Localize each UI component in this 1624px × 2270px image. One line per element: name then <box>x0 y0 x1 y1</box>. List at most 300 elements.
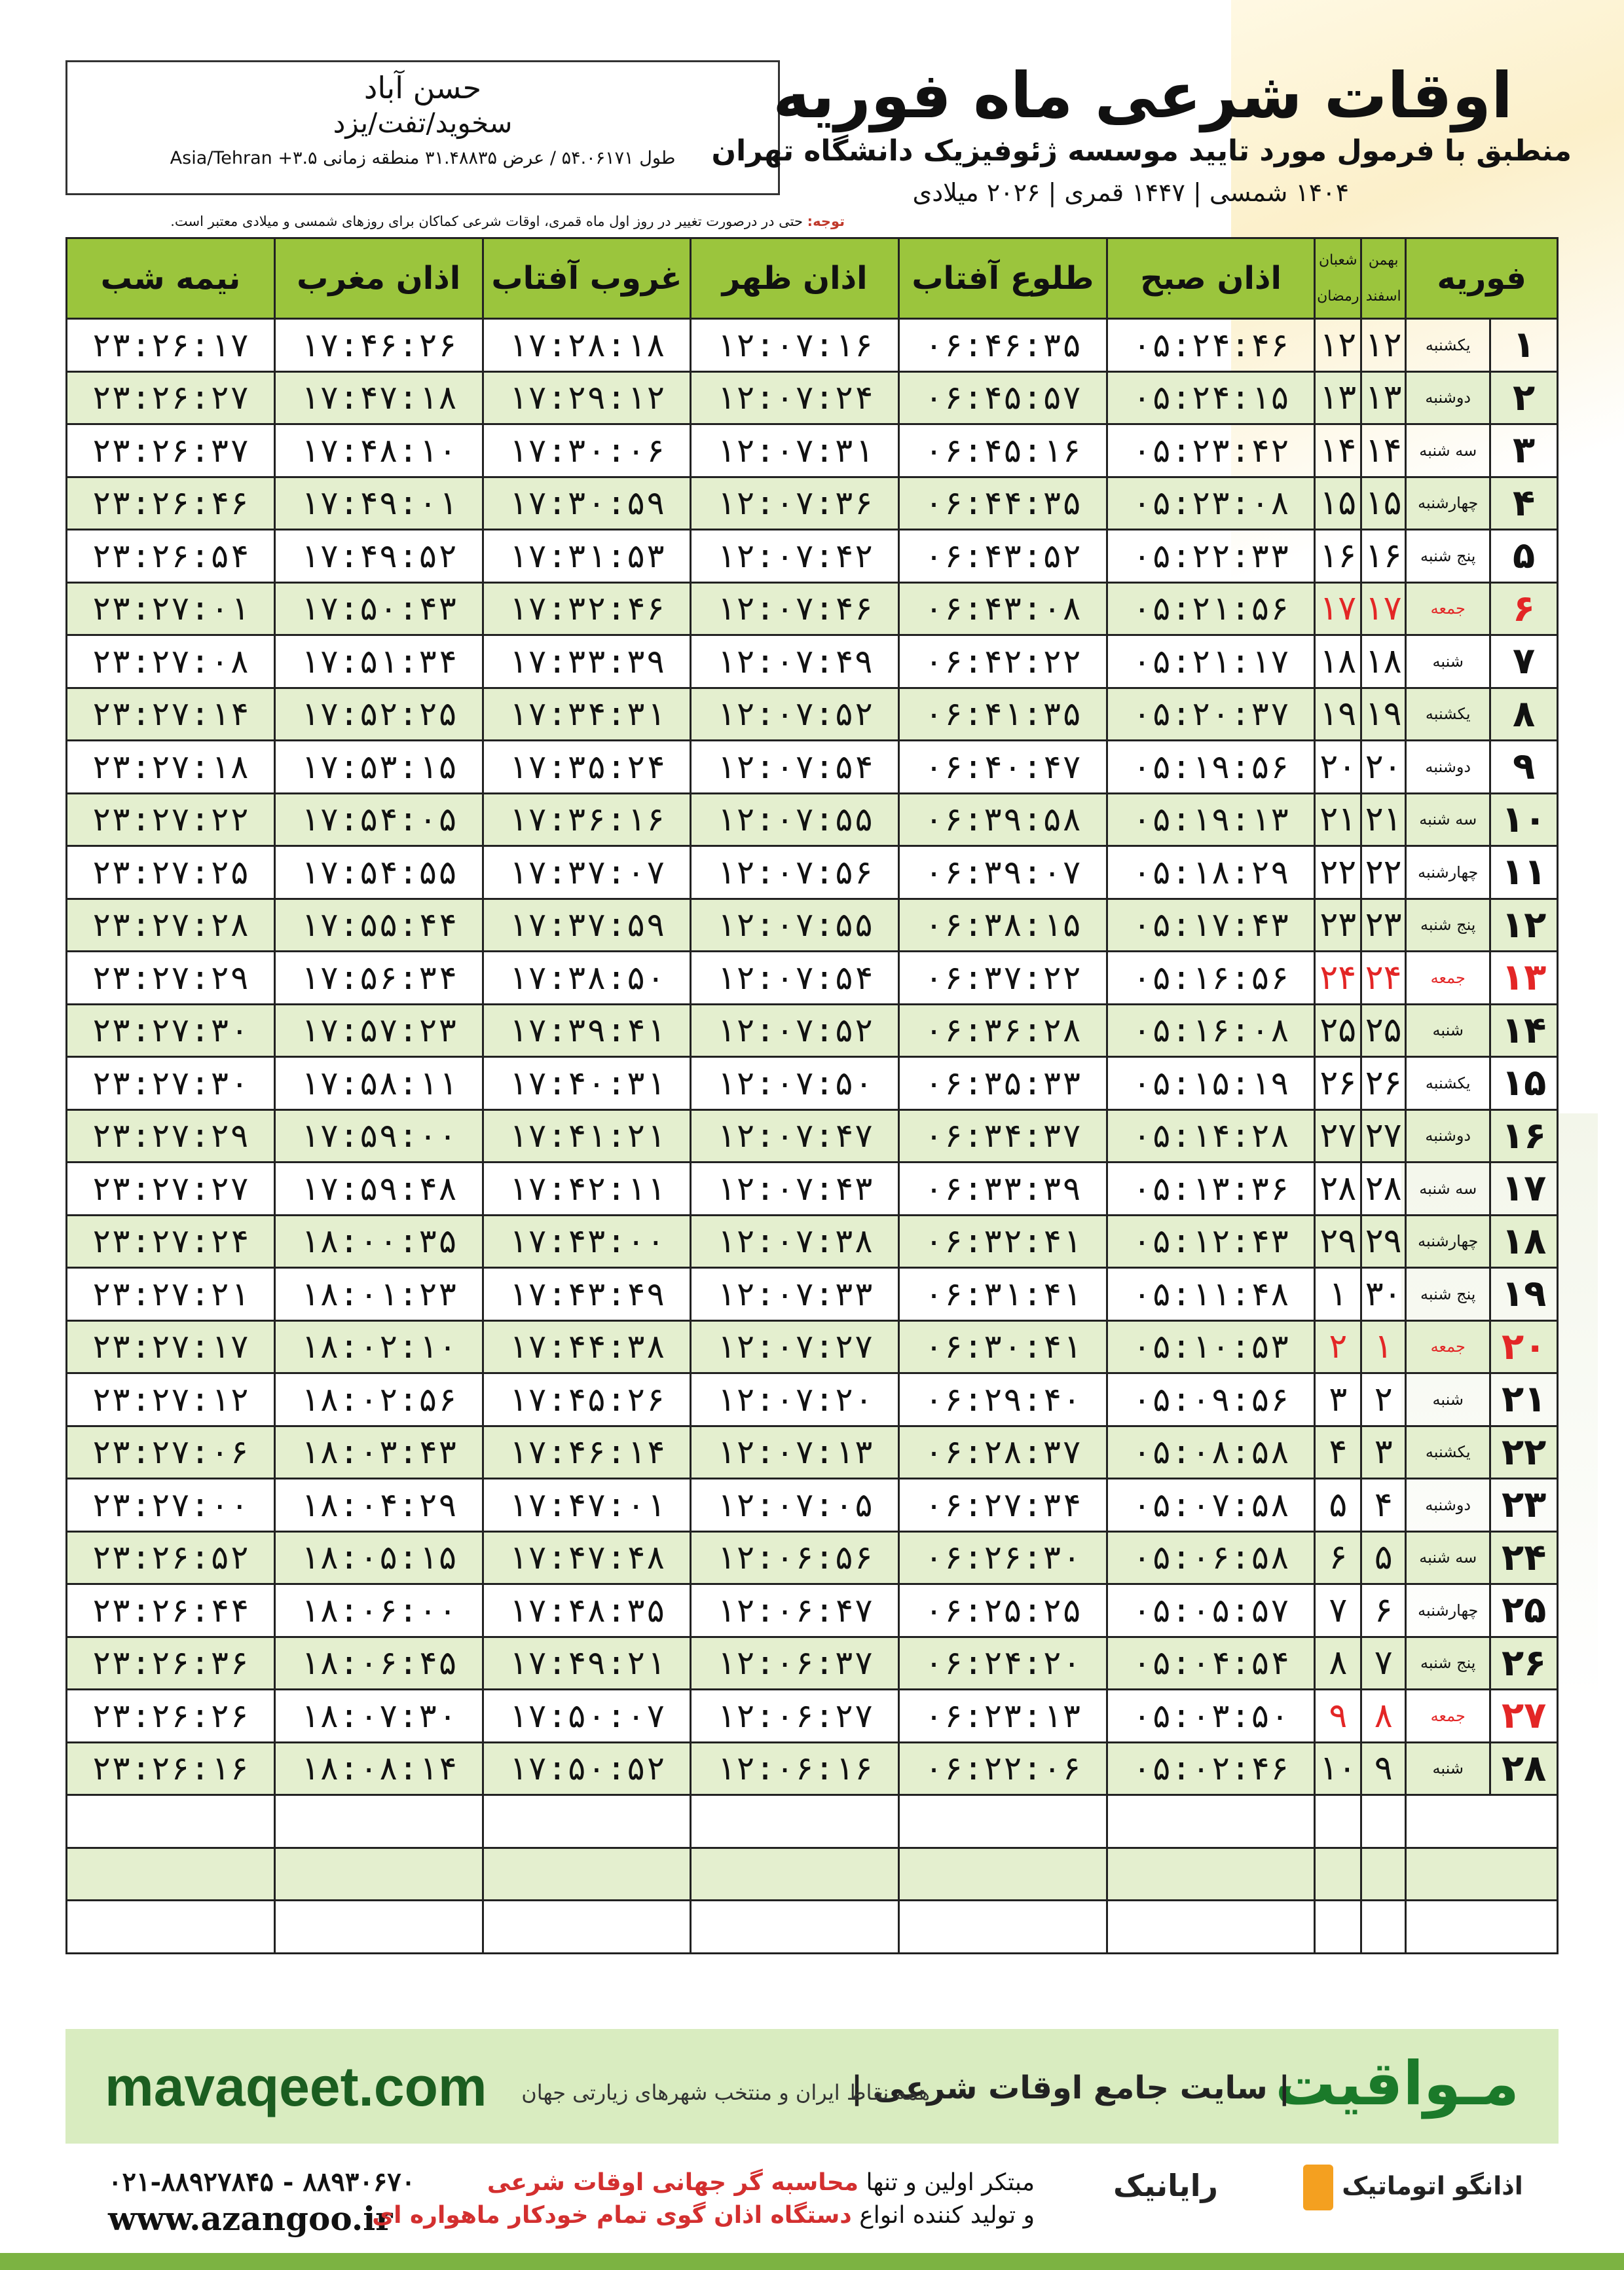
day-number: ۱۹ <box>1490 1268 1558 1321</box>
midnight-time: ۲۳:۲۷:۲۲ <box>67 793 275 846</box>
persian-top: بهمن <box>1368 252 1399 269</box>
hijri-day: ۱۰ <box>1315 1742 1361 1795</box>
fajr-time: ۰۵:۱۹:۵۶ <box>1107 741 1315 794</box>
dhuhr-time: ۱۲:۰۶:۵۶ <box>691 1531 899 1584</box>
sunrise-time: ۰۶:۲۷:۳۴ <box>899 1479 1107 1532</box>
empty-row <box>67 1848 1558 1901</box>
table-row <box>67 1742 1558 1795</box>
fajr-time: ۰۵:۰۲:۴۶ <box>1107 1742 1315 1795</box>
sunset-time: ۱۷:۴۸:۳۵ <box>483 1584 691 1637</box>
fajr-time: ۰۵:۱۶:۰۸ <box>1107 1004 1315 1057</box>
table-row <box>67 635 1558 688</box>
sunrise-time: ۰۶:۳۱:۴۱ <box>899 1268 1107 1321</box>
midnight-time: ۲۳:۲۷:۳۰ <box>67 1004 275 1057</box>
maghrib-time: ۱۷:۵۰:۴۳ <box>274 582 483 635</box>
day-number: ۱۱ <box>1490 846 1558 899</box>
persian-day: ۲۳ <box>1361 899 1406 952</box>
day-number: ۲۵ <box>1490 1584 1558 1637</box>
weekday: شنبه <box>1406 1373 1490 1426</box>
sunrise-time: ۰۶:۲۲:۰۶ <box>899 1742 1107 1795</box>
fajr-time: ۰۵:۱۹:۱۳ <box>1107 793 1315 846</box>
hijri-bottom: رمضان <box>1317 288 1359 305</box>
day-number: ۱۰ <box>1490 793 1558 846</box>
hijri-day: ۱۲ <box>1315 319 1361 372</box>
hijri-day: ۲۳ <box>1315 899 1361 952</box>
day-number: ۱ <box>1490 319 1558 372</box>
hijri-day: ۶ <box>1315 1531 1361 1584</box>
day-number: ۶ <box>1490 582 1558 635</box>
fajr-time: ۰۵:۱۸:۲۹ <box>1107 846 1315 899</box>
weekday: چهارشنبه <box>1406 846 1490 899</box>
weekday: جمعه <box>1406 582 1490 635</box>
sunrise-time: ۰۶:۳۳:۳۹ <box>899 1163 1107 1216</box>
midnight-time: ۲۳:۲۷:۳۰ <box>67 1057 275 1110</box>
page-subtitle: منطبق با فرمول مورد تایید موسسه ژئوفیزیک دانشگاه تهران <box>711 134 1572 168</box>
azangoo-logo <box>1303 2165 1523 2210</box>
table-row <box>67 371 1558 424</box>
page-title: اوقات شرعی ماه فوریه <box>773 59 1513 132</box>
fajr-time: ۰۵:۲۰:۳۷ <box>1107 688 1315 741</box>
dhuhr-time: ۱۲:۰۶:۲۷ <box>691 1690 899 1743</box>
promo1-plain: مبتکر اولین و تنها <box>858 2169 1035 2196</box>
weekday: جمعه <box>1406 952 1490 1005</box>
persian-day: ۲۶ <box>1361 1057 1406 1110</box>
table-body <box>67 319 1558 1954</box>
maghrib-time: ۱۷:۵۸:۱۱ <box>274 1057 483 1110</box>
midnight-time: ۲۳:۲۶:۲۷ <box>67 371 275 424</box>
col-sunset: غروب آفتاب <box>483 238 691 319</box>
hijri-day: ۱ <box>1315 1268 1361 1321</box>
weekday: پنج شنبه <box>1406 1268 1490 1321</box>
brand-subtitle: همه نقاط ایران و منتخب شهرهای زیارتی جهان <box>521 2080 930 2105</box>
day-number: ۷ <box>1490 635 1558 688</box>
dhuhr-time: ۱۲:۰۷:۲۴ <box>691 371 899 424</box>
dhuhr-time: ۱۲:۰۶:۴۷ <box>691 1584 899 1637</box>
maghrib-time: ۱۷:۵۵:۴۴ <box>274 899 483 952</box>
weekday: چهارشنبه <box>1406 1584 1490 1637</box>
promo2-highlight: دستگاه اذان گوی تمام خودکار ماهواره ای <box>372 2202 852 2229</box>
site-url[interactable]: mavaqeet.com <box>105 2056 487 2117</box>
sunset-time: ۱۷:۳۰:۰۶ <box>483 424 691 477</box>
sunset-time: ۱۷:۴۰:۳۱ <box>483 1057 691 1110</box>
table-row <box>67 1584 1558 1637</box>
col-dhuhr: اذان ظهر <box>691 238 899 319</box>
weekday: شنبه <box>1406 1742 1490 1795</box>
sunset-time: ۱۷:۳۳:۳۹ <box>483 635 691 688</box>
persian-day: ۴ <box>1361 1479 1406 1532</box>
midnight-time: ۲۳:۲۷:۱۲ <box>67 1373 275 1426</box>
hijri-day: ۱۹ <box>1315 688 1361 741</box>
midnight-time: ۲۳:۲۷:۱۸ <box>67 741 275 794</box>
day-number: ۲۰ <box>1490 1320 1558 1373</box>
dhuhr-time: ۱۲:۰۷:۳۸ <box>691 1215 899 1268</box>
promo1-highlight: محاسبه گر جهانی اوقات شرعی <box>487 2169 859 2196</box>
maghrib-time: ۱۷:۴۹:۰۱ <box>274 477 483 530</box>
table-row <box>67 424 1558 477</box>
table-row <box>67 1690 1558 1743</box>
fajr-time: ۰۵:۰۸:۵۸ <box>1107 1426 1315 1479</box>
hijri-day: ۲۷ <box>1315 1109 1361 1163</box>
persian-day: ۱۷ <box>1361 582 1406 635</box>
midnight-time: ۲۳:۲۶:۳۶ <box>67 1637 275 1690</box>
hijri-day: ۲۹ <box>1315 1215 1361 1268</box>
sunrise-time: ۰۶:۳۶:۲۸ <box>899 1004 1107 1057</box>
sunset-time: ۱۷:۳۶:۱۶ <box>483 793 691 846</box>
persian-day: ۲۰ <box>1361 741 1406 794</box>
midnight-time: ۲۳:۲۷:۲۵ <box>67 846 275 899</box>
day-number: ۱۸ <box>1490 1215 1558 1268</box>
sunset-time: ۱۷:۴۱:۲۱ <box>483 1109 691 1163</box>
hijri-day: ۱۸ <box>1315 635 1361 688</box>
sunset-time: ۱۷:۳۵:۲۴ <box>483 741 691 794</box>
phone-numbers: ۰۲۱-۸۸۹۲۷۸۴۵ - ۸۸۹۳۰۶۷۰ <box>108 2167 416 2197</box>
table-header-row <box>67 238 1558 319</box>
sunrise-time: ۰۶:۲۶:۳۰ <box>899 1531 1107 1584</box>
table-row <box>67 899 1558 952</box>
sunrise-time: ۰۶:۳۷:۲۲ <box>899 952 1107 1005</box>
day-number: ۲۳ <box>1490 1479 1558 1532</box>
persian-day: ۶ <box>1361 1584 1406 1637</box>
persian-day: ۲۵ <box>1361 1004 1406 1057</box>
sunrise-time: ۰۶:۴۳:۰۸ <box>899 582 1107 635</box>
sunrise-time: ۰۶:۴۲:۲۲ <box>899 635 1107 688</box>
table-row <box>67 1109 1558 1163</box>
sunset-time: ۱۷:۳۲:۴۶ <box>483 582 691 635</box>
col-midnight: نیمه شب <box>67 238 275 319</box>
azangoo-url[interactable]: www.azangoo.ir <box>108 2199 393 2238</box>
table-row <box>67 741 1558 794</box>
col-hijri <box>1315 238 1361 319</box>
table-row <box>67 1268 1558 1321</box>
table-row <box>67 1004 1558 1057</box>
col-persian <box>1361 238 1406 319</box>
promo2-plain: و تولید کننده انواع <box>851 2202 1035 2229</box>
day-number: ۲۷ <box>1490 1690 1558 1743</box>
fajr-time: ۰۵:۰۶:۵۸ <box>1107 1531 1315 1584</box>
weekday: یکشنبه <box>1406 319 1490 372</box>
day-number: ۱۳ <box>1490 952 1558 1005</box>
fajr-time: ۰۵:۱۱:۴۸ <box>1107 1268 1315 1321</box>
hijri-day: ۱۳ <box>1315 371 1361 424</box>
azangoo-mark-icon <box>1303 2165 1333 2210</box>
dhuhr-time: ۱۲:۰۷:۳۶ <box>691 477 899 530</box>
dhuhr-time: ۱۲:۰۶:۱۶ <box>691 1742 899 1795</box>
hijri-day: ۸ <box>1315 1637 1361 1690</box>
sunrise-time: ۰۶:۳۹:۵۸ <box>899 793 1107 846</box>
dhuhr-time: ۱۲:۰۷:۳۱ <box>691 424 899 477</box>
maghrib-time: ۱۸:۰۸:۱۴ <box>274 1742 483 1795</box>
fajr-time: ۰۵:۱۷:۴۳ <box>1107 899 1315 952</box>
dhuhr-time: ۱۲:۰۷:۵۴ <box>691 741 899 794</box>
sunset-time: ۱۷:۴۳:۰۰ <box>483 1215 691 1268</box>
maghrib-time: ۱۸:۰۶:۴۵ <box>274 1637 483 1690</box>
weekday: دوشنبه <box>1406 1109 1490 1163</box>
note <box>170 214 845 229</box>
dhuhr-time: ۱۲:۰۷:۵۰ <box>691 1057 899 1110</box>
hijri-day: ۲۸ <box>1315 1163 1361 1216</box>
promo-line-1 <box>487 2169 1035 2196</box>
fajr-time: ۰۵:۰۳:۵۰ <box>1107 1690 1315 1743</box>
sunrise-time: ۰۶:۳۴:۳۷ <box>899 1109 1107 1163</box>
table-row <box>67 793 1558 846</box>
fajr-time: ۰۵:۰۵:۵۷ <box>1107 1584 1315 1637</box>
persian-day: ۳۰ <box>1361 1268 1406 1321</box>
day-number: ۹ <box>1490 741 1558 794</box>
persian-day: ۱۸ <box>1361 635 1406 688</box>
persian-day: ۲۷ <box>1361 1109 1406 1163</box>
dhuhr-time: ۱۲:۰۷:۵۵ <box>691 899 899 952</box>
calendar-years: ۱۴۰۴ شمسی | ۱۴۴۷ قمری | ۲۰۲۶ میلادی <box>912 178 1349 207</box>
midnight-time: ۲۳:۲۷:۲۹ <box>67 952 275 1005</box>
sunset-time: ۱۷:۴۷:۴۸ <box>483 1531 691 1584</box>
sunset-time: ۱۷:۴۲:۱۱ <box>483 1163 691 1216</box>
maghrib-time: ۱۷:۵۴:۵۵ <box>274 846 483 899</box>
dhuhr-time: ۱۲:۰۷:۳۳ <box>691 1268 899 1321</box>
weekday: شنبه <box>1406 635 1490 688</box>
dhuhr-time: ۱۲:۰۷:۵۴ <box>691 952 899 1005</box>
midnight-time: ۲۳:۲۷:۲۷ <box>67 1163 275 1216</box>
fajr-time: ۰۵:۱۰:۵۳ <box>1107 1320 1315 1373</box>
persian-day: ۱ <box>1361 1320 1406 1373</box>
maghrib-time: ۱۸:۰۲:۵۶ <box>274 1373 483 1426</box>
weekday: سه شنبه <box>1406 424 1490 477</box>
table-row <box>67 1215 1558 1268</box>
fajr-time: ۰۵:۰۴:۵۴ <box>1107 1637 1315 1690</box>
midnight-time: ۲۳:۲۶:۳۷ <box>67 424 275 477</box>
sunrise-time: ۰۶:۴۶:۳۵ <box>899 319 1107 372</box>
table-row <box>67 530 1558 583</box>
empty-row <box>67 1901 1558 1954</box>
sunset-time: ۱۷:۳۰:۵۹ <box>483 477 691 530</box>
persian-day: ۵ <box>1361 1531 1406 1584</box>
midnight-time: ۲۳:۲۶:۵۴ <box>67 530 275 583</box>
persian-day: ۸ <box>1361 1690 1406 1743</box>
day-number: ۲۸ <box>1490 1742 1558 1795</box>
dhuhr-time: ۱۲:۰۷:۵۲ <box>691 688 899 741</box>
sunrise-time: ۰۶:۴۵:۵۷ <box>899 371 1107 424</box>
dhuhr-time: ۱۲:۰۷:۱۶ <box>691 319 899 372</box>
fajr-time: ۰۵:۰۹:۵۶ <box>1107 1373 1315 1426</box>
weekday: دوشنبه <box>1406 741 1490 794</box>
table-row <box>67 1531 1558 1584</box>
midnight-time: ۲۳:۲۶:۵۲ <box>67 1531 275 1584</box>
empty-row <box>67 1795 1558 1848</box>
bottom-bar <box>0 2253 1624 2270</box>
sunset-time: ۱۷:۳۸:۵۰ <box>483 952 691 1005</box>
sunset-time: ۱۷:۴۴:۳۸ <box>483 1320 691 1373</box>
maghrib-time: ۱۷:۴۹:۵۲ <box>274 530 483 583</box>
persian-day: ۲۴ <box>1361 952 1406 1005</box>
footer-banner <box>65 2029 1559 2144</box>
midnight-time: ۲۳:۲۷:۰۶ <box>67 1426 275 1479</box>
location-path: سخوید/تفت/یزد <box>333 107 513 139</box>
hijri-day: ۲ <box>1315 1320 1361 1373</box>
rayanik-logo: رایانیک <box>1113 2168 1218 2203</box>
midnight-time: ۲۳:۲۷:۰۸ <box>67 635 275 688</box>
fajr-time: ۰۵:۲۳:۰۸ <box>1107 477 1315 530</box>
sunrise-time: ۰۶:۳۸:۱۵ <box>899 899 1107 952</box>
dhuhr-time: ۱۲:۰۷:۲۰ <box>691 1373 899 1426</box>
weekday: چهارشنبه <box>1406 477 1490 530</box>
maghrib-time: ۱۸:۰۰:۳۵ <box>274 1215 483 1268</box>
weekday: چهارشنبه <box>1406 1215 1490 1268</box>
hijri-day: ۲۰ <box>1315 741 1361 794</box>
table-row <box>67 477 1558 530</box>
persian-day: ۲ <box>1361 1373 1406 1426</box>
midnight-time: ۲۳:۲۷:۱۷ <box>67 1320 275 1373</box>
fajr-time: ۰۵:۲۴:۴۶ <box>1107 319 1315 372</box>
day-number: ۲۲ <box>1490 1426 1558 1479</box>
sunrise-time: ۰۶:۴۴:۳۵ <box>899 477 1107 530</box>
col-maghrib: اذان مغرب <box>274 238 483 319</box>
note-text: حتی در درصورت تغییر در روز اول ماه قمری، اوقات شرعی کماکان برای روزهای شمسی و میلادی معتبر است. <box>170 214 803 229</box>
midnight-time: ۲۳:۲۶:۲۶ <box>67 1690 275 1743</box>
dhuhr-time: ۱۲:۰۶:۳۷ <box>691 1637 899 1690</box>
dhuhr-time: ۱۲:۰۷:۴۶ <box>691 582 899 635</box>
table-row <box>67 319 1558 372</box>
fajr-time: ۰۵:۰۷:۵۸ <box>1107 1479 1315 1532</box>
col-fajr: اذان صبح <box>1107 238 1315 319</box>
weekday: سه شنبه <box>1406 1531 1490 1584</box>
table-row <box>67 688 1558 741</box>
location-city: حسن آباد <box>363 70 482 105</box>
hijri-day: ۴ <box>1315 1426 1361 1479</box>
table-row <box>67 1057 1558 1110</box>
midnight-time: ۲۳:۲۷:۲۱ <box>67 1268 275 1321</box>
midnight-time: ۲۳:۲۷:۲۴ <box>67 1215 275 1268</box>
midnight-time: ۲۳:۲۶:۱۶ <box>67 1742 275 1795</box>
day-number: ۱۵ <box>1490 1057 1558 1110</box>
sunrise-time: ۰۶:۴۵:۱۶ <box>899 424 1107 477</box>
weekday: یکشنبه <box>1406 1426 1490 1479</box>
table-row <box>67 1479 1558 1532</box>
day-number: ۲ <box>1490 371 1558 424</box>
sunset-time: ۱۷:۳۴:۳۱ <box>483 688 691 741</box>
day-number: ۱۲ <box>1490 899 1558 952</box>
sunset-time: ۱۷:۲۸:۱۸ <box>483 319 691 372</box>
dhuhr-time: ۱۲:۰۷:۵۶ <box>691 846 899 899</box>
day-number: ۵ <box>1490 530 1558 583</box>
maghrib-time: ۱۷:۴۶:۲۶ <box>274 319 483 372</box>
sunrise-time: ۰۶:۳۵:۳۳ <box>899 1057 1107 1110</box>
col-month: فوریه <box>1406 238 1558 319</box>
dhuhr-time: ۱۲:۰۷:۴۷ <box>691 1109 899 1163</box>
sunset-time: ۱۷:۳۹:۴۱ <box>483 1004 691 1057</box>
dhuhr-time: ۱۲:۰۷:۴۳ <box>691 1163 899 1216</box>
maghrib-time: ۱۷:۵۹:۴۸ <box>274 1163 483 1216</box>
sunrise-time: ۰۶:۳۰:۴۱ <box>899 1320 1107 1373</box>
fajr-time: ۰۵:۱۴:۲۸ <box>1107 1109 1315 1163</box>
sunset-time: ۱۷:۴۶:۱۴ <box>483 1426 691 1479</box>
promo-line-2 <box>372 2202 1035 2229</box>
weekday: دوشنبه <box>1406 1479 1490 1532</box>
maghrib-time: ۱۷:۵۹:۰۰ <box>274 1109 483 1163</box>
table-row <box>67 1163 1558 1216</box>
location-box <box>65 60 780 195</box>
weekday: یکشنبه <box>1406 1057 1490 1110</box>
hijri-day: ۲۵ <box>1315 1004 1361 1057</box>
sunrise-time: ۰۶:۲۵:۲۵ <box>899 1584 1107 1637</box>
weekday: پنج شنبه <box>1406 899 1490 952</box>
dhuhr-time: ۱۲:۰۷:۴۲ <box>691 530 899 583</box>
note-label: توجه: <box>807 214 845 229</box>
persian-day: ۲۱ <box>1361 793 1406 846</box>
col-sunrise: طلوع آفتاب <box>899 238 1107 319</box>
table-row <box>67 1320 1558 1373</box>
fajr-time: ۰۵:۱۳:۳۶ <box>1107 1163 1315 1216</box>
hijri-day: ۳ <box>1315 1373 1361 1426</box>
hijri-day: ۷ <box>1315 1584 1361 1637</box>
maghrib-time: ۱۷:۵۴:۰۵ <box>274 793 483 846</box>
weekday: شنبه <box>1406 1004 1490 1057</box>
weekday: سه شنبه <box>1406 793 1490 846</box>
hijri-day: ۱۵ <box>1315 477 1361 530</box>
maghrib-time: ۱۷:۵۳:۱۵ <box>274 741 483 794</box>
dhuhr-time: ۱۲:۰۷:۴۹ <box>691 635 899 688</box>
hijri-day: ۱۷ <box>1315 582 1361 635</box>
sunset-time: ۱۷:۲۹:۱۲ <box>483 371 691 424</box>
brand-logo: مـواقیت <box>1275 2049 1519 2119</box>
maghrib-time: ۱۸:۰۲:۱۰ <box>274 1320 483 1373</box>
fajr-time: ۰۵:۲۲:۳۳ <box>1107 530 1315 583</box>
maghrib-time: ۱۷:۴۸:۱۰ <box>274 424 483 477</box>
maghrib-time: ۱۸:۰۷:۳۰ <box>274 1690 483 1743</box>
maghrib-time: ۱۷:۴۷:۱۸ <box>274 371 483 424</box>
hijri-day: ۲۴ <box>1315 952 1361 1005</box>
persian-day: ۲۸ <box>1361 1163 1406 1216</box>
table-row <box>67 582 1558 635</box>
dhuhr-time: ۱۲:۰۷:۰۵ <box>691 1479 899 1532</box>
hijri-top: شعبان <box>1319 252 1357 269</box>
maghrib-time: ۱۸:۰۱:۲۳ <box>274 1268 483 1321</box>
brand-tagline: | سایت جامع اوقات شرعی | <box>851 2070 1290 2106</box>
fajr-time: ۰۵:۱۲:۴۳ <box>1107 1215 1315 1268</box>
sunrise-time: ۰۶:۳۲:۴۱ <box>899 1215 1107 1268</box>
sunset-time: ۱۷:۳۷:۰۷ <box>483 846 691 899</box>
sunrise-time: ۰۶:۲۴:۲۰ <box>899 1637 1107 1690</box>
midnight-time: ۲۳:۲۷:۰۱ <box>67 582 275 635</box>
midnight-time: ۲۳:۲۷:۲۹ <box>67 1109 275 1163</box>
midnight-time: ۲۳:۲۶:۴۴ <box>67 1584 275 1637</box>
maghrib-time: ۱۸:۰۳:۴۳ <box>274 1426 483 1479</box>
day-number: ۱۷ <box>1490 1163 1558 1216</box>
dhuhr-time: ۱۲:۰۷:۵۵ <box>691 793 899 846</box>
prayer-times-table <box>65 237 1559 1954</box>
weekday: سه شنبه <box>1406 1163 1490 1216</box>
fajr-time: ۰۵:۱۶:۵۶ <box>1107 952 1315 1005</box>
weekday: جمعه <box>1406 1690 1490 1743</box>
persian-day: ۲۹ <box>1361 1215 1406 1268</box>
sunset-time: ۱۷:۴۷:۰۱ <box>483 1479 691 1532</box>
day-number: ۱۶ <box>1490 1109 1558 1163</box>
weekday: یکشنبه <box>1406 688 1490 741</box>
maghrib-time: ۱۸:۰۴:۲۹ <box>274 1479 483 1532</box>
day-number: ۲۴ <box>1490 1531 1558 1584</box>
sunrise-time: ۰۶:۲۹:۴۰ <box>899 1373 1107 1426</box>
midnight-time: ۲۳:۲۷:۲۸ <box>67 899 275 952</box>
fajr-time: ۰۵:۲۴:۱۵ <box>1107 371 1315 424</box>
persian-day: ۱۲ <box>1361 319 1406 372</box>
sunset-time: ۱۷:۴۹:۲۱ <box>483 1637 691 1690</box>
persian-day: ۱۹ <box>1361 688 1406 741</box>
sunrise-time: ۰۶:۲۸:۳۷ <box>899 1426 1107 1479</box>
persian-day: ۱۳ <box>1361 371 1406 424</box>
sunset-time: ۱۷:۳۷:۵۹ <box>483 899 691 952</box>
table-row <box>67 952 1558 1005</box>
dhuhr-time: ۱۲:۰۷:۱۳ <box>691 1426 899 1479</box>
day-number: ۸ <box>1490 688 1558 741</box>
maghrib-time: ۱۸:۰۶:۰۰ <box>274 1584 483 1637</box>
